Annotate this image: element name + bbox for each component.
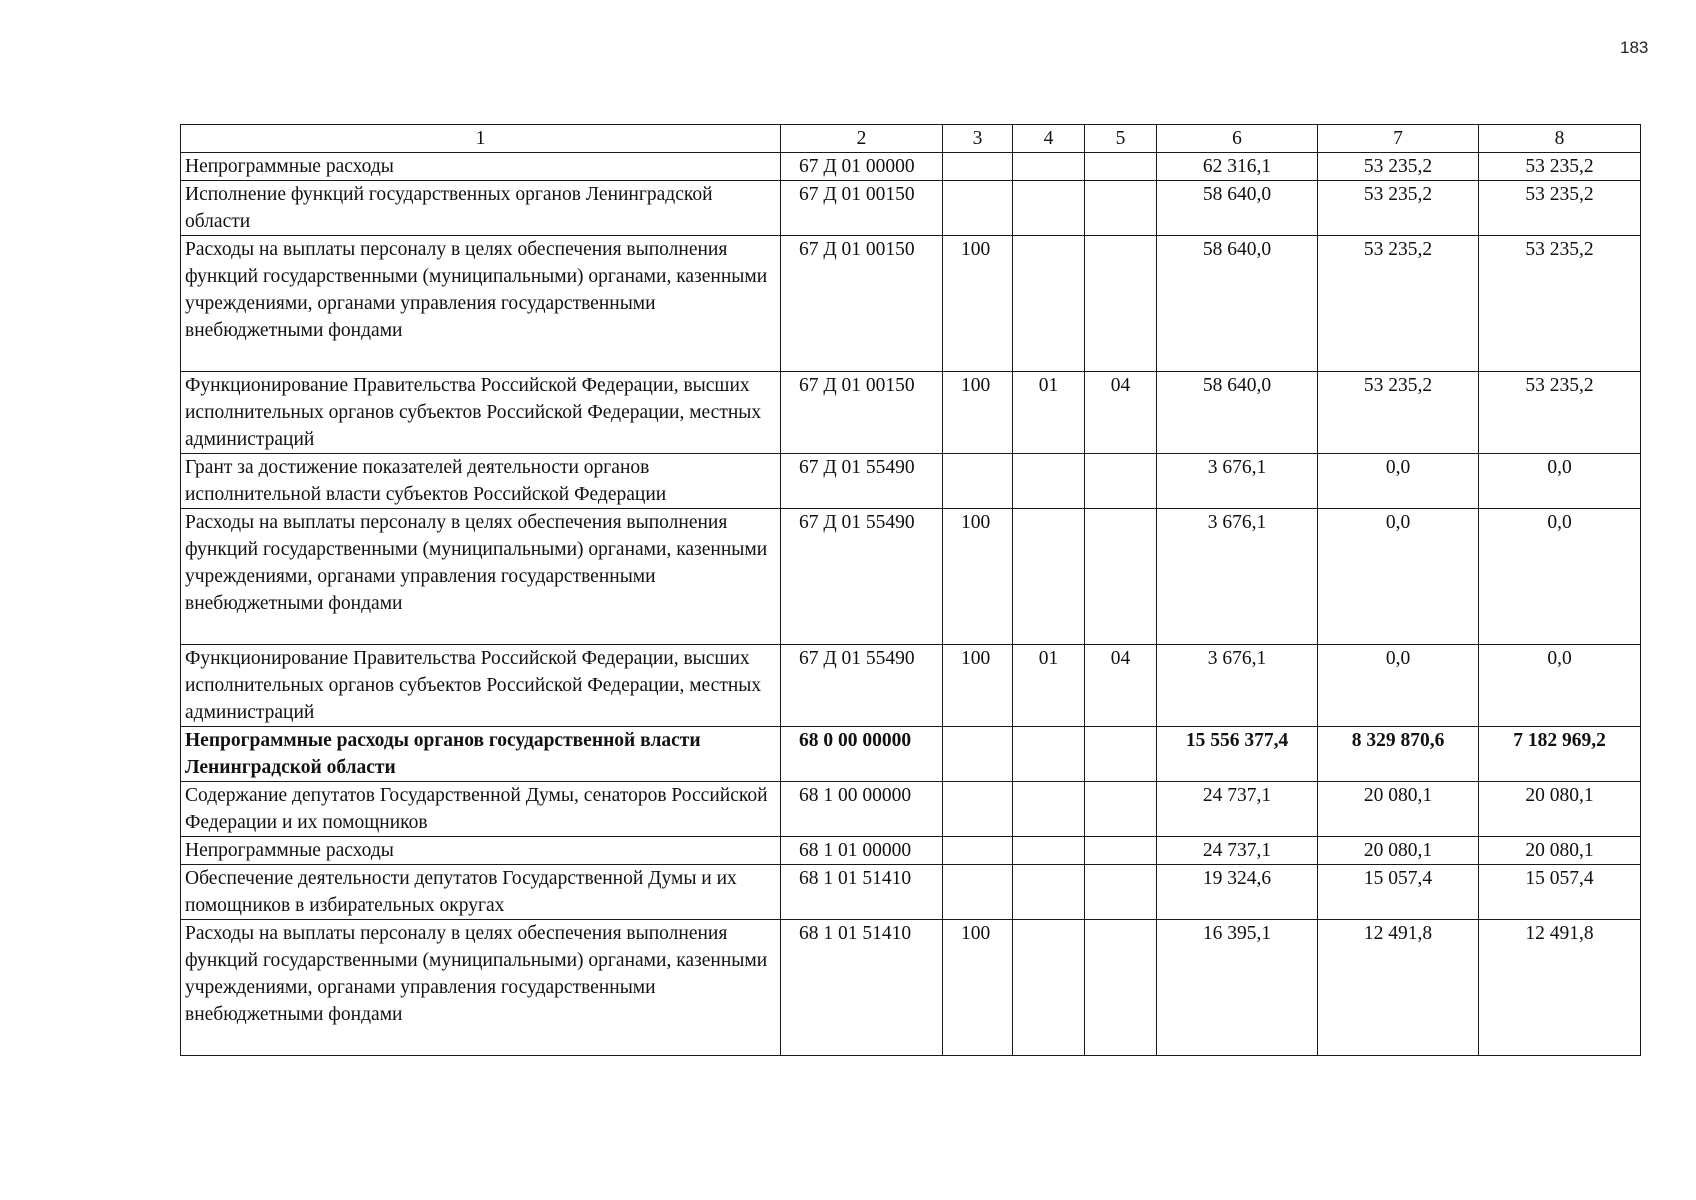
row-col3-cell — [943, 837, 1013, 865]
row-col3-cell: 100 — [943, 645, 1013, 727]
row-name-cell: Непрограммные расходы — [181, 837, 781, 865]
row-value-col7-cell: 15 057,4 — [1318, 865, 1479, 920]
row-col5-cell — [1085, 727, 1157, 782]
header-row — [181, 125, 1641, 153]
row-col3-cell — [943, 782, 1013, 837]
row-value-col8-cell: 53 235,2 — [1479, 236, 1641, 372]
header-cell-4: 4 — [1013, 125, 1085, 153]
header-cell-7: 7 — [1318, 125, 1479, 153]
table-row — [181, 372, 1641, 454]
row-col5-cell — [1085, 153, 1157, 181]
row-value-col7-cell: 53 235,2 — [1318, 153, 1479, 181]
row-value-col8-cell: 15 057,4 — [1479, 865, 1641, 920]
row-col4-cell — [1013, 727, 1085, 782]
row-name-cell: Функционирование Правительства Российской Федерации, высших исполнительных органов субъектов Российской Федерации, местных администраций — [181, 372, 781, 454]
row-col4-cell — [1013, 920, 1085, 1056]
row-col3-cell — [943, 865, 1013, 920]
row-value-col7-cell: 8 329 870,6 — [1318, 727, 1479, 782]
row-value-col6-cell: 24 737,1 — [1157, 782, 1318, 837]
row-value-col6-cell: 58 640,0 — [1157, 236, 1318, 372]
row-value-col8-cell: 0,0 — [1479, 645, 1641, 727]
table-row — [181, 236, 1641, 372]
row-value-col8-cell: 12 491,8 — [1479, 920, 1641, 1056]
row-value-col6-cell: 3 676,1 — [1157, 454, 1318, 509]
row-code-cell: 67 Д 01 00150 — [781, 181, 943, 236]
table-row — [181, 920, 1641, 1056]
row-value-col7-cell: 53 235,2 — [1318, 181, 1479, 236]
row-name-cell: Расходы на выплаты персоналу в целях обеспечения выполнения функций государственными (муниципальными) органами, казенными учреждениями, органами управления государственными внебюджетными фондами — [181, 236, 781, 372]
row-value-col7-cell: 53 235,2 — [1318, 236, 1479, 372]
table-row — [181, 645, 1641, 727]
table-row — [181, 865, 1641, 920]
row-col5-cell — [1085, 454, 1157, 509]
header-cell-5: 5 — [1085, 125, 1157, 153]
row-value-col6-cell: 16 395,1 — [1157, 920, 1318, 1056]
row-col4-cell — [1013, 865, 1085, 920]
row-col5-cell — [1085, 782, 1157, 837]
row-col4-cell — [1013, 236, 1085, 372]
row-name-cell: Функционирование Правительства Российской Федерации, высших исполнительных органов субъектов Российской Федерации, местных администраций — [181, 645, 781, 727]
row-code-cell: 67 Д 01 55490 — [781, 454, 943, 509]
row-col5-cell — [1085, 920, 1157, 1056]
row-col5-cell — [1085, 181, 1157, 236]
row-code-cell: 68 0 00 00000 — [781, 727, 943, 782]
row-col4-cell: 01 — [1013, 645, 1085, 727]
row-col5-cell: 04 — [1085, 645, 1157, 727]
table-body — [181, 125, 1641, 1056]
row-value-col8-cell: 53 235,2 — [1479, 181, 1641, 236]
row-code-cell: 68 1 01 51410 — [781, 920, 943, 1056]
page-number: 183 — [1620, 38, 1649, 57]
row-name-cell: Расходы на выплаты персоналу в целях обеспечения выполнения функций государственными (муниципальными) органами, казенными учреждениями, органами управления государственными внебюджетными фондами — [181, 920, 781, 1056]
row-col4-cell — [1013, 153, 1085, 181]
row-value-col6-cell: 62 316,1 — [1157, 153, 1318, 181]
row-col4-cell — [1013, 837, 1085, 865]
row-col5-cell — [1085, 837, 1157, 865]
header-cell-2: 2 — [781, 125, 943, 153]
row-value-col6-cell: 24 737,1 — [1157, 837, 1318, 865]
row-code-cell: 67 Д 01 55490 — [781, 645, 943, 727]
budget-table — [180, 124, 1641, 1056]
row-value-col7-cell: 0,0 — [1318, 454, 1479, 509]
row-col4-cell — [1013, 454, 1085, 509]
row-name-cell: Содержание депутатов Государственной Думы, сенаторов Российской Федерации и их помощников — [181, 782, 781, 837]
header-cell-6: 6 — [1157, 125, 1318, 153]
row-name-cell: Непрограммные расходы органов государственной власти Ленинградской области — [181, 727, 781, 782]
header-cell-8: 8 — [1479, 125, 1641, 153]
row-col5-cell — [1085, 236, 1157, 372]
row-code-cell: 68 1 00 00000 — [781, 782, 943, 837]
row-name-cell: Обеспечение деятельности депутатов Государственной Думы и их помощников в избирательных округах — [181, 865, 781, 920]
row-col3-cell: 100 — [943, 236, 1013, 372]
row-code-cell: 68 1 01 00000 — [781, 837, 943, 865]
row-col4-cell — [1013, 181, 1085, 236]
row-code-cell: 67 Д 01 55490 — [781, 509, 943, 645]
row-value-col8-cell: 20 080,1 — [1479, 782, 1641, 837]
row-value-col6-cell: 58 640,0 — [1157, 372, 1318, 454]
row-name-cell: Непрограммные расходы — [181, 153, 781, 181]
row-col5-cell — [1085, 509, 1157, 645]
row-name-cell: Грант за достижение показателей деятельности органов исполнительной власти субъектов Российской Федерации — [181, 454, 781, 509]
row-value-col6-cell: 3 676,1 — [1157, 509, 1318, 645]
header-cell-1: 1 — [181, 125, 781, 153]
row-value-col8-cell: 0,0 — [1479, 454, 1641, 509]
row-code-cell: 68 1 01 51410 — [781, 865, 943, 920]
row-name-cell: Расходы на выплаты персоналу в целях обеспечения выполнения функций государственными (муниципальными) органами, казенными учреждениями, органами управления государственными внебюджетными фондами — [181, 509, 781, 645]
row-col4-cell — [1013, 782, 1085, 837]
row-value-col8-cell: 0,0 — [1479, 509, 1641, 645]
row-value-col6-cell: 15 556 377,4 — [1157, 727, 1318, 782]
row-col3-cell: 100 — [943, 920, 1013, 1056]
row-code-cell: 67 Д 01 00150 — [781, 236, 943, 372]
row-code-cell: 67 Д 01 00000 — [781, 153, 943, 181]
row-value-col7-cell: 20 080,1 — [1318, 782, 1479, 837]
row-value-col7-cell: 12 491,8 — [1318, 920, 1479, 1056]
row-col4-cell: 01 — [1013, 372, 1085, 454]
row-col3-cell — [943, 181, 1013, 236]
row-name-cell: Исполнение функций государственных органов Ленинградской области — [181, 181, 781, 236]
table-row — [181, 727, 1641, 782]
row-value-col7-cell: 53 235,2 — [1318, 372, 1479, 454]
row-col3-cell — [943, 454, 1013, 509]
row-col3-cell: 100 — [943, 372, 1013, 454]
row-col3-cell — [943, 153, 1013, 181]
row-value-col6-cell: 19 324,6 — [1157, 865, 1318, 920]
row-value-col7-cell: 0,0 — [1318, 645, 1479, 727]
table-row — [181, 153, 1641, 181]
row-value-col8-cell: 20 080,1 — [1479, 837, 1641, 865]
row-col5-cell: 04 — [1085, 372, 1157, 454]
table-row — [181, 509, 1641, 645]
row-col4-cell — [1013, 509, 1085, 645]
row-value-col7-cell: 0,0 — [1318, 509, 1479, 645]
row-value-col8-cell: 53 235,2 — [1479, 372, 1641, 454]
table-row — [181, 837, 1641, 865]
header-cell-3: 3 — [943, 125, 1013, 153]
row-col3-cell — [943, 727, 1013, 782]
table-row — [181, 782, 1641, 837]
row-value-col6-cell: 58 640,0 — [1157, 181, 1318, 236]
row-value-col8-cell: 53 235,2 — [1479, 153, 1641, 181]
row-value-col8-cell: 7 182 969,2 — [1479, 727, 1641, 782]
row-value-col6-cell: 3 676,1 — [1157, 645, 1318, 727]
row-code-cell: 67 Д 01 00150 — [781, 372, 943, 454]
row-value-col7-cell: 20 080,1 — [1318, 837, 1479, 865]
table-row — [181, 454, 1641, 509]
row-col5-cell — [1085, 865, 1157, 920]
row-col3-cell: 100 — [943, 509, 1013, 645]
table-row — [181, 181, 1641, 236]
